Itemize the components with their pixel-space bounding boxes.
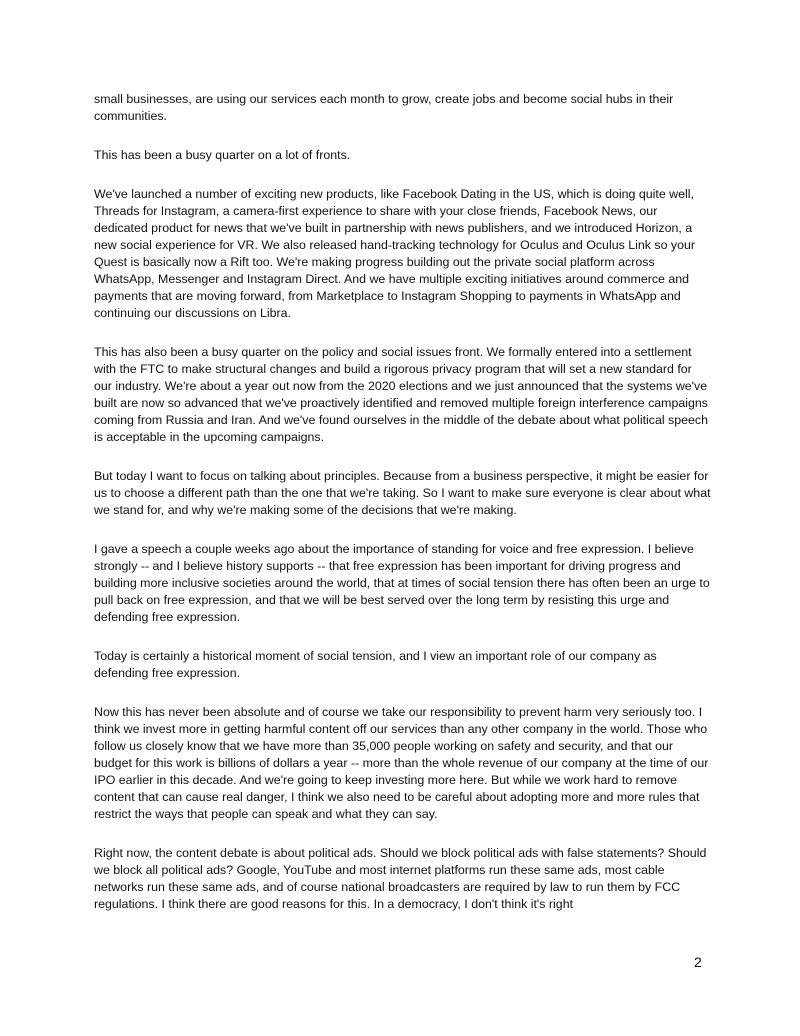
paragraph-2: This has been a busy quarter on a lot of fronts. (94, 148, 351, 162)
paragraph-5: But today I want to focus on talking about principles. Because from a business perspective, it might be easier for us to choose a different path than the one that we're taking. So I want to make sure everyone is clear about what we stand for, and why we're making some of the decisions that we're making. (94, 469, 711, 517)
paragraph-9: Right now, the content debate is about political ads. Should we block political ads with false statements? Should we block all political ads? Google, YouTube and most internet platforms run these same ads, most cable networks run these same ads, and of course national broadcasters are required by law to run them by FCC regulations. I think there are good reasons for this. In a democracy, I don't think it's right (94, 846, 707, 911)
paragraph-1: small businesses, are using our services each month to grow, create jobs and become social hubs in their communities. (94, 92, 674, 123)
page-number: 2 (694, 954, 702, 970)
paragraph-7: Today is certainly a historical moment of social tension, and I view an important role of our company as defending free expression. (94, 649, 657, 680)
paragraph-8: Now this has never been absolute and of course we take our responsibility to prevent harm very seriously too. I think we invest more in getting harmful content off our services than any other company in the world. Those who follow us closely know that we have more than 35,000 people working on safety and security, and that our budget for this work is billions of dollars a year -- more than the whole revenue of our company at the time of our IPO earlier in this decade. And we're going to keep investing more here. But while we work hard to remove content that can cause real danger, I think we also need to be careful about adopting more and more rules that restrict the ways that people can speak and what they can say. (94, 705, 709, 821)
paragraph-4: This has also been a busy quarter on the policy and social issues front. We formally entered into a settlement with the FTC to make structural changes and build a rigorous privacy program that will set a new standard for our industry. We're about a year out now from the 2020 elections and we just announced that the systems we've built are now so advanced that we've proactively identified and removed multiple foreign interference campaigns coming from Russia and Iran. And we've found ourselves in the middle of the debate about what political speech is acceptable in the upcoming campaigns. (94, 345, 709, 444)
paragraph-3: We've launched a number of exciting new products, like Facebook Dating in the US, which is doing quite well, Threads for Instagram, a camera-first experience to share with your close friends, Facebook News, our dedicated product for news that we've built in partnership with news publishers, and we introduced Horizon, a new social experience for VR. We also released hand-tracking technology for Oculus and Oculus Link so your Quest is basically now a Rift too. We're making progress building out the private social platform across WhatsApp, Messenger and Instagram Direct. And we have multiple exciting initiatives around commerce and payments that are moving forward, from Marketplace to Instagram Shopping to payments in WhatsApp and continuing our discussions on Libra. (94, 187, 696, 320)
body-text (94, 91, 712, 935)
paragraph-6: I gave a speech a couple weeks ago about the importance of standing for voice and free expression. I believe strongly -- and I believe history supports -- that free expression has been important for driving progress and building more inclusive societies around the world, that at times of social tension there has often been an urge to pull back on free expression, and that we will be best served over the long term by resisting this urge and defending free expression. (94, 542, 710, 624)
